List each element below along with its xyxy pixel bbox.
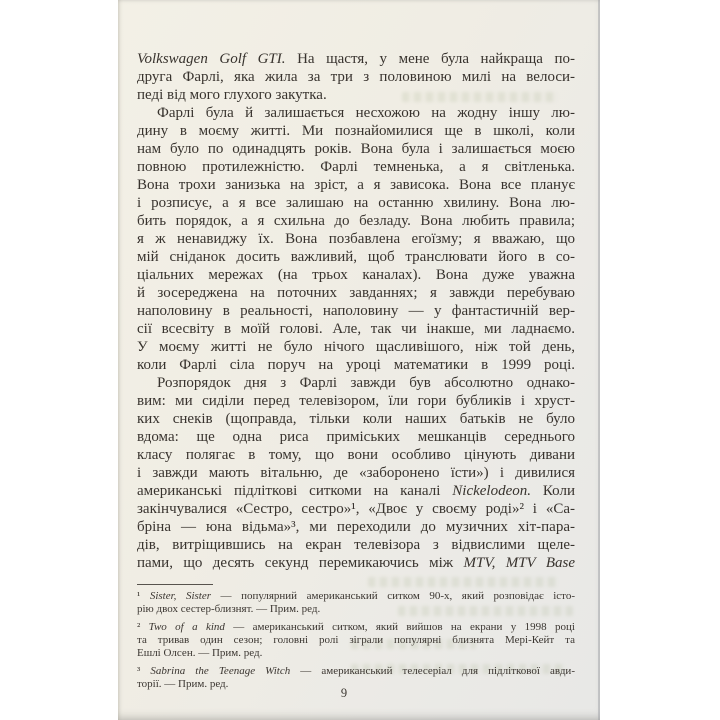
body-line	[137, 392, 575, 410]
body-line	[137, 536, 575, 554]
footnote-line	[137, 590, 575, 603]
footnote-line	[137, 665, 575, 678]
text-segment: бить порядок, а я схильна до безладу. Вона любить правила;	[137, 213, 575, 229]
text-segment: нам було по одинадцять років. Вона була і залишається моєю	[137, 141, 575, 157]
text-segment: — американський ситком, який вийшов на екрани у 1998 році	[224, 621, 575, 633]
body-line	[137, 464, 575, 482]
text-segment: Nickelodeon.	[452, 483, 532, 499]
text-segment: вим: ми сиділи перед телевізором, їли гори бубликів і хруст-	[137, 393, 575, 409]
body-line	[137, 302, 575, 320]
text-segment: Розпорядок дня з Фарлі завжди був абсолютно однако-	[157, 375, 575, 391]
body-line	[137, 212, 575, 230]
text-segment: та тривав один сезон; головні ролі зіграли популярні близнята Мері-Кейт та	[137, 634, 575, 646]
body-line	[137, 320, 575, 338]
text-segment: пами, що десять секунд перемикаючись між	[137, 555, 464, 571]
text-segment: рію двох сестер-близнят. — Прим. ред.	[137, 603, 321, 615]
body-line	[137, 104, 575, 122]
footnote	[137, 590, 575, 616]
text-segment: американські підліткові ситкоми на каналі	[137, 483, 453, 499]
text-segment: Sabrina the Teenage Witch	[150, 665, 291, 677]
text-segment: педі від мого глухого закутка.	[137, 87, 327, 103]
footnotes	[137, 590, 575, 696]
text-segment: На щастя, у мене була найкраща по-	[285, 51, 575, 67]
text-segment: сії всесвіту в моїй голові. Але, так чи інакше, ми ладнаємо.	[137, 321, 575, 337]
text-segment: наполовину в реальності, наполовину — у фантастичній вер-	[137, 303, 575, 319]
text-segment: — американський телесеріал для підліткової авди-	[290, 665, 575, 677]
body-line	[137, 86, 575, 104]
text-segment: ³	[137, 665, 151, 677]
body-line	[137, 248, 575, 266]
text-segment: друга Фарлі, яка жила за три з половиною милі на велоси-	[137, 69, 575, 85]
text-segment: й зосереджена на поточних завданнях; я завжди перебуваю	[137, 285, 575, 301]
text-segment: коли Фарлі сіла поруч на уроці математики в 1999 році.	[137, 357, 575, 373]
text-segment: ціальних мережах (на трьох каналах). Вона дуже уважна	[137, 267, 575, 283]
body-line	[137, 50, 575, 68]
footnote-line	[137, 634, 575, 647]
footnote-separator	[137, 584, 213, 585]
text-segment: Two of a kind	[148, 621, 225, 633]
text-segment: Volkswagen Golf GTI.	[137, 51, 286, 67]
body-line	[137, 230, 575, 248]
body-line	[137, 194, 575, 212]
footnote-line	[137, 603, 575, 616]
body-line	[137, 68, 575, 86]
bleed-through-text	[368, 577, 558, 587]
page-number: 9	[340, 686, 348, 700]
text-segment: класу полягає в тому, що вони особливо цінують дивани	[137, 447, 575, 463]
body-line	[137, 554, 575, 572]
body-line	[137, 356, 575, 374]
text-segment: Вона трохи занизька на зріст, а я зависока. Вона все планує	[137, 177, 575, 193]
text-segment: Sister, Sister	[149, 590, 212, 602]
body-line	[137, 446, 575, 464]
text-segment: Ешлі Олсен. — Прим. ред.	[137, 647, 263, 659]
text-segment: і розписує, а я все залишаю на останню хвилину. Вона лю-	[137, 195, 575, 211]
text-segment: У моєму житті не було нічого щасливішого, ніж той день,	[137, 339, 575, 355]
footnote-line	[137, 621, 575, 634]
text-segment: ¹	[137, 590, 150, 602]
body-line	[137, 176, 575, 194]
book-page	[118, 0, 600, 720]
body-line	[137, 284, 575, 302]
text-segment: MTV, MTV Base	[463, 555, 575, 571]
body-line	[137, 266, 575, 284]
footnote-line	[137, 647, 575, 660]
text-segment: Фарлі була й залишається несхожою на жодну іншу лю-	[157, 105, 575, 121]
body-line	[137, 428, 575, 446]
text-segment: Коли	[531, 483, 575, 499]
text-segment: закінчувалися «Сестро, сестро»¹, «Двоє у своєму роді»² і «Са-	[137, 501, 575, 517]
text-segment: повною протилежністю. Фарлі темненька, а я світленька.	[137, 159, 575, 175]
footnote	[137, 621, 575, 660]
body-line	[137, 374, 575, 392]
text-segment: торії. — Прим. ред.	[137, 678, 229, 690]
body-line	[137, 338, 575, 356]
body-line	[137, 500, 575, 518]
body-line	[137, 140, 575, 158]
body-line	[137, 158, 575, 176]
body-line	[137, 482, 575, 500]
body-line	[137, 518, 575, 536]
body-line	[137, 122, 575, 140]
text-segment: ²	[137, 621, 149, 633]
text-segment: вдома: ще одна риса приміських мешканців середнього	[137, 429, 575, 445]
text-segment: — популярний американський ситком 90-х, який розповідає істо-	[211, 590, 575, 602]
body-line	[137, 410, 575, 428]
text-segment: і завжди мають вітальню, де «заборонено їсти») і дивилися	[137, 465, 575, 481]
text-segment: бріна — юна відьма»³, ми переходили до музичних хіт-пара-	[137, 519, 575, 535]
text-segment: ких снеків (щоправда, тільки коли наших батьків не було	[137, 411, 575, 427]
text-segment: я ж ненавиджу їх. Вона позбавлена егоїзму; я вважаю, що	[137, 231, 575, 247]
body-text	[137, 50, 575, 572]
text-segment: дину в моєму житті. Ми познайомилися ще в школі, коли	[137, 123, 575, 139]
text-segment: мій сніданок досить важливий, щоб транслювати його в со-	[137, 249, 575, 265]
text-segment: дів, витріщившись на екран телевізора з відвислими щеле-	[137, 537, 575, 553]
